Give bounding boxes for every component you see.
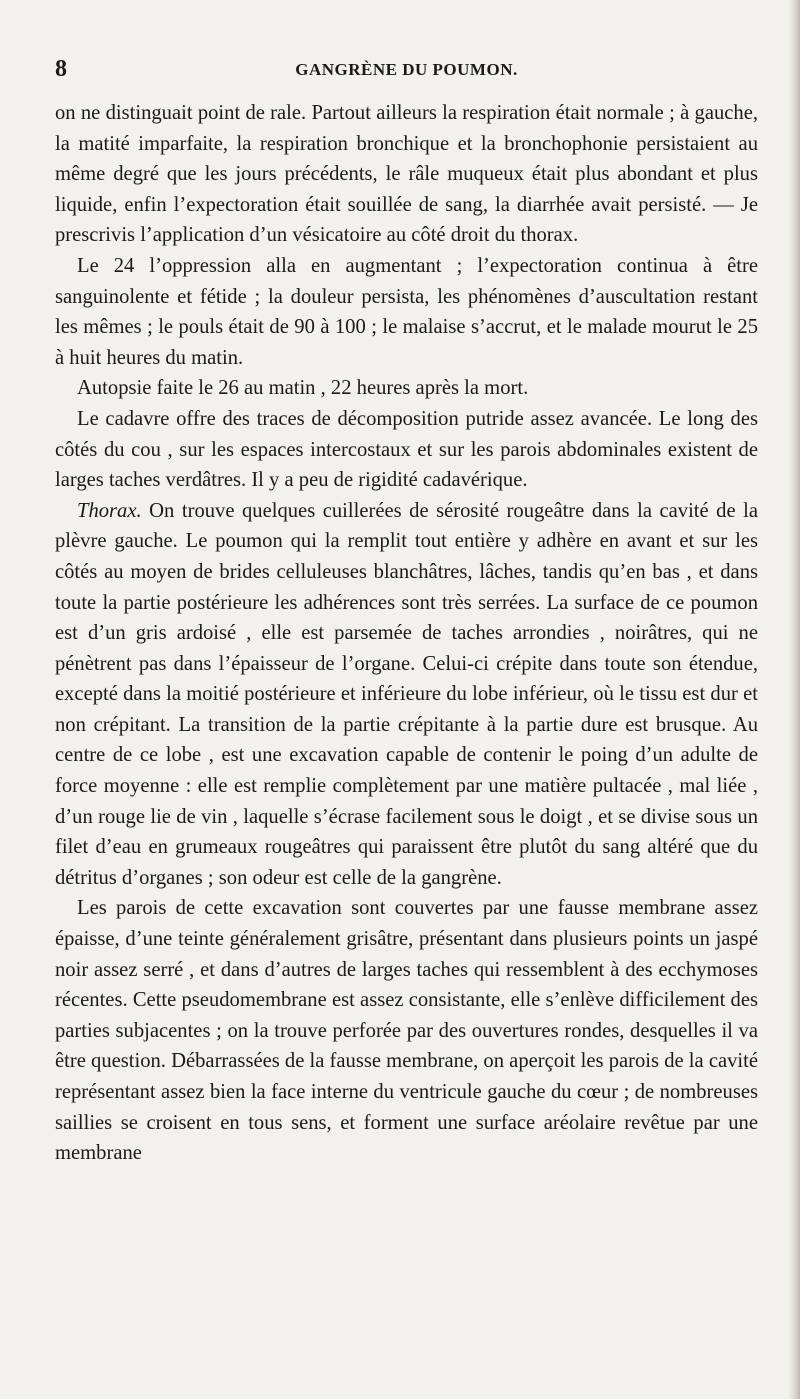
- paragraph-continuation: on ne distinguait point de rale. Partout ailleurs la respiration était normale ; à gauche, la matité imparfaite, la respiration bronchique et la bronchophonie persistaient au même degré que les jours précédents, le râle muqueux était plus abondant et plus liquide, enfin l’expectoration était souillée de sang, la diarrhée avait persisté. — Je prescrivis l’application d’un vésicatoire au côté droit du thorax.: [55, 102, 758, 247]
- thorax-text: On trouve quelques cuillerées de sérosité rougeâtre dans la cavité de la plèvre gauche. Le poumon qui la remplit tout entière y adhère en avant et sur les côtés au moyen de brides celluleuses blanchâtres, lâches, tandis qu’en bas , et dans toute la partie postérieure les adhérences sont très serrées. La surface de ce poumon est d’un gris ardoisé , elle est parsemée de taches arrondies , noirâtres, qui ne pénètrent pas dans l’épaisseur de l’organe. Celui-ci crépite dans toute son étendue, excepté dans la moitié postérieure et inférieure du lobe inférieur, où le tissu est dur et non crépitant. La transition de la partie crépitante à la partie dure est brusque. Au centre de ce lobe , est une excavation capable de contenir le poing d’un adulte de force moyenne : elle est remplie complètement par une matière pultacée , mal liée , d’un rouge lie de vin , laquelle s’écrase facilement sous le doigt , et se divise sous un filet d’eau en grumeaux rougeâtres qui paraissent être plutôt du sang altéré que du détritus d’organes ; son odeur est celle de la gangrène.: [55, 499, 758, 889]
- running-title: GANGRÈNE DU POUMON.: [295, 60, 518, 79]
- paragraph-cadaver: Le cadavre offre des traces de décomposition putride assez avancée. Le long des côtés du cou , sur les espaces intercostaux et sur les parois abdominales existent de larges taches verdâtres. Il y a peu de rigidité cadavérique.: [55, 407, 758, 492]
- page-number: 8: [55, 56, 67, 82]
- paragraph-autopsy: Autopsie faite le 26 au matin , 22 heures après la mort.: [77, 377, 529, 400]
- book-page: [55, 50, 758, 1169]
- thorax-heading: Thorax.: [77, 499, 142, 522]
- page-header: [55, 50, 758, 98]
- page-edge-shadow: [788, 0, 800, 1399]
- body-text: [55, 98, 758, 1169]
- paragraph-day-24: Le 24 l’oppression alla en augmentant ; l’expectoration continua à être sanguinolente et fétide ; la douleur persista, les phénomènes d’auscultation restant les mêmes ; le pouls était de 90 à 100 ; le malaise s’accrut, et le malade mourut le 25 à huit heures du matin.: [55, 254, 758, 369]
- paragraph-excavation-walls: Les parois de cette excavation sont couvertes par une fausse membrane assez épaisse, d’une teinte généralement grisâtre, présentant dans plusieurs points un jaspé noir assez serré , et dans d’autres de larges taches qui ressemblent à des ecchymoses récentes. Cette pseudomembrane est assez consistante, elle s’enlève difficilement des parties subjacentes ; on la trouve perforée par des ouvertures rondes, desquelles il va être question. Débarrassées de la fausse membrane, on aperçoit les parois de la cavité représentant assez bien la face interne du ventricule gauche du cœur ; de nombreuses saillies se croisent en tous sens, et forment une surface aréolaire revêtue par une membrane: [55, 897, 758, 1165]
- paragraph-thorax: [55, 496, 758, 894]
